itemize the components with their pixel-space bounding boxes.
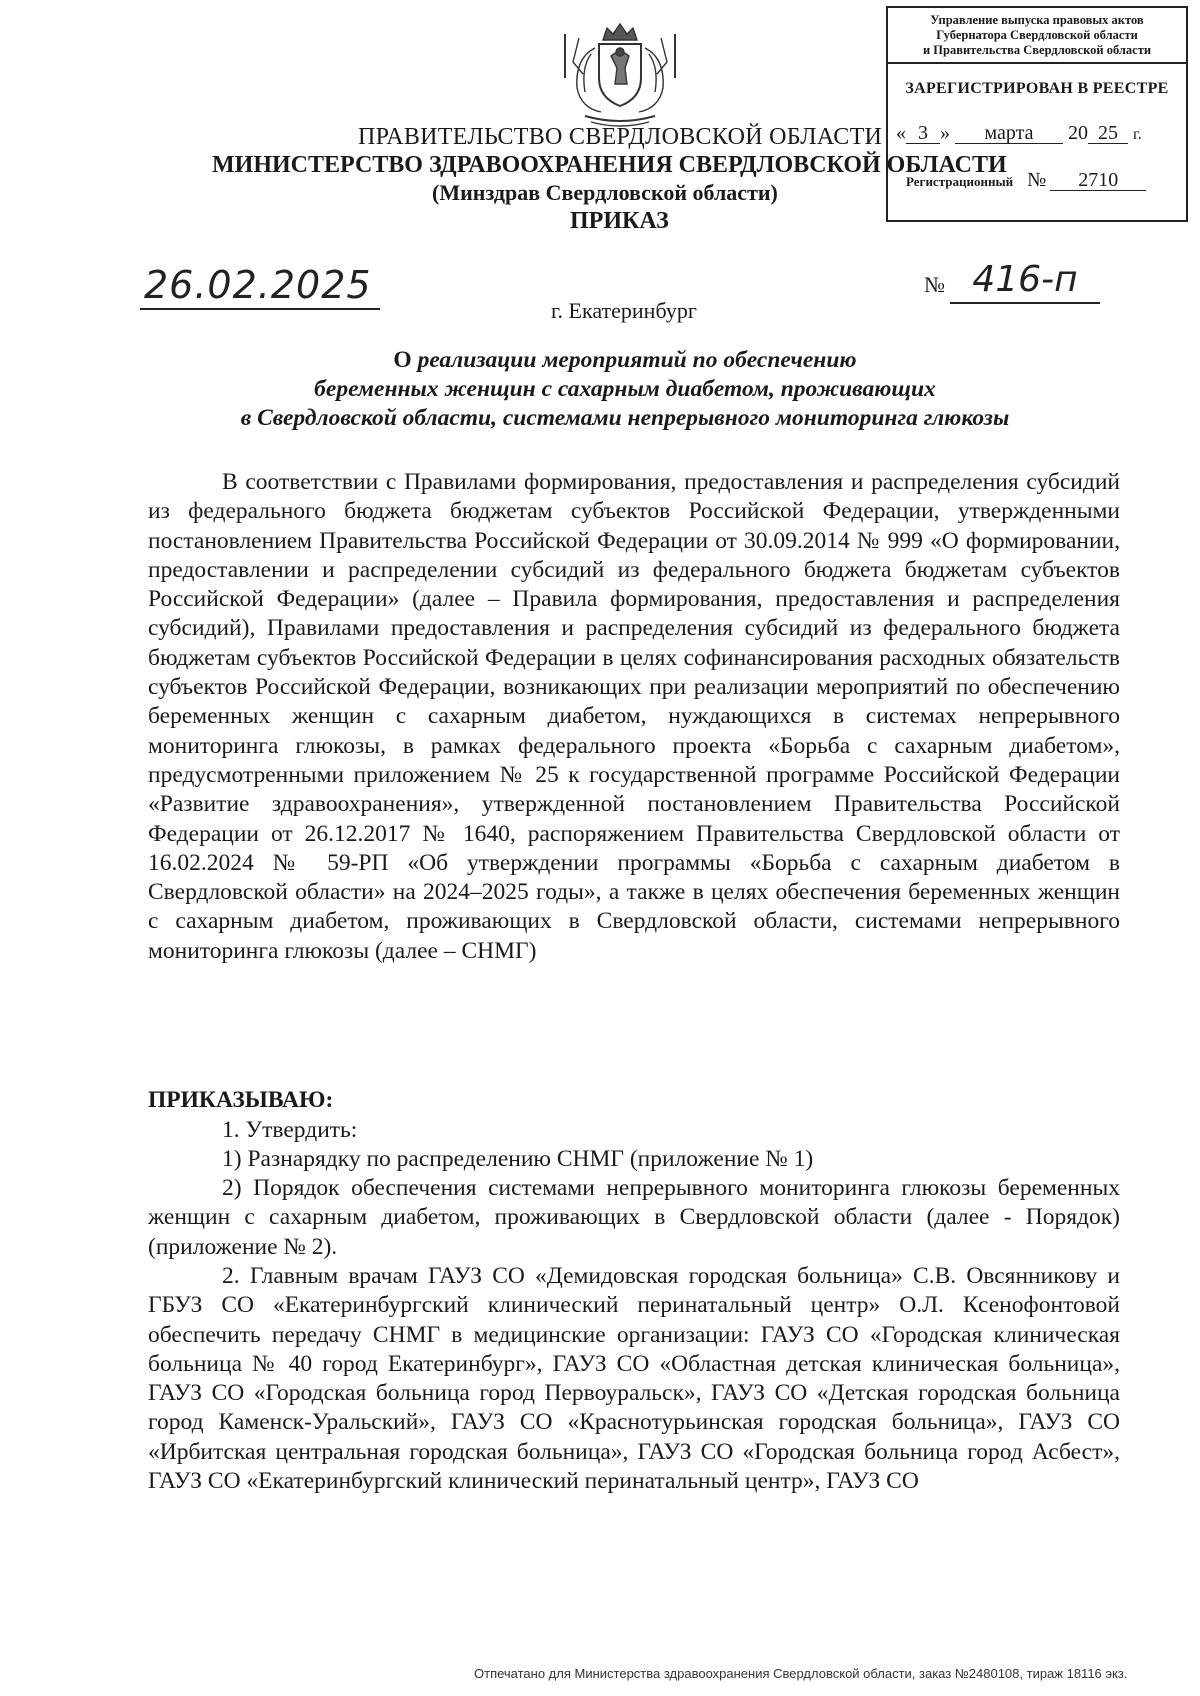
list-item: 1. Утвердить: [222,1117,358,1143]
document-type: ПРИКАЗ [570,208,669,234]
stamp-reg-number: 2710 [1050,170,1146,191]
list-item: 2. Главным врачам ГАУЗ СО «Демидовская городская больница» С.В. Овсянникову и ГБУЗ СО «Екатеринбургский клинический перинатальный центр» О.Л. Ксенофонтовой обеспечить передачу СНМГ в медицинские организации: ГАУЗ СО «Городская клиническая больница № 40 город Екатеринбург», ГАУЗ СО «Областная детская клиническая больница», ГАУЗ СО «Городская больница город Первоуральск», ГАУЗ СО «Детская городская больница город Каменск-Уральский», ГАУЗ СО «Краснотурьинская городская больница», ГАУЗ СО «Ирбитская центральная городская больница», ГАУЗ СО «Городская больница город Асбест», ГАУЗ СО «Екатеринбургский клинический перинатальный центр», ГАУЗ СО [148,1263,1120,1495]
ministry-short-name: (Минздрав Свердловской области) [432,180,778,205]
stamp-header: Управление выпуска правовых актов Губернатора Свердловской области и Правительства Свердловской области [888,8,1186,64]
stamp-day: 3 [906,123,940,144]
stamp-registered-label: ЗАРЕГИСТРИРОВАН В РЕЕСТРЕ [905,80,1169,97]
stamp-year: 25 [1088,123,1128,144]
list-item: 2) Порядок обеспечения системами непрерывного мониторинга глюкозы беременных женщин с сахарным диабетом, проживающих в Свердловской области (далее - Порядок) (приложение № 2). [148,1175,1120,1260]
government-title: ПРАВИТЕЛЬСТВО СВЕРДЛОВСКОЙ ОБЛАСТИ [358,124,883,150]
stamp-date: « 3 » марта 20 25 г. [896,122,1142,144]
list-item: 1) Разнарядку по распределению СНМГ (приложение № 1) [222,1146,814,1172]
order-directive: ПРИКАЗЫВАЮ: [148,1087,334,1113]
print-footer: Отпечатано для Министерства здравоохранения Свердловской области, заказ №2480108, тираж 18116 экз. [474,1666,1128,1681]
ministry-title: МИНИСТЕРСТВО ЗДРАВООХРАНЕНИЯ СВЕРДЛОВСКОЙ ОБЛАСТИ [212,152,1007,178]
coat-of-arms-icon [555,18,685,128]
number-sign: № [924,272,945,297]
city: г. Екатеринбург [551,298,697,323]
stamp-reg-number-row: Регистрационный № 2710 [888,169,1186,192]
order-number: 416-п [950,258,1100,304]
order-title: О реализации мероприятий по обеспечению беременных женщин с сахарным диабетом, проживающих в Свердловской области, системами непрерывного мониторинга глюкозы [240,347,1010,431]
stamp-month: марта [955,123,1063,144]
preamble-paragraph: В соответствии с Правилами формирования, предоставления и распределения субсидий из федерального бюджета бюджетам субъектов Российской Федерации, утвержденными постановлением Правительства Российской Федерации от 30.09.2014 № 999 «О формировании, предоставлении и распределении субсидий из федерального бюджета бюджетам субъектов Российской Федерации» (далее – Правила формирования, предоставления и распределения субсидий), Правилами предоставления и распределения субсидий из федерального бюджета бюджетам субъектов Российской Федерации в целях софинансирования расходных обязательств субъектов Российской Федерации, возникающих при реализации мероприятий по обеспечению беременных женщин с сахарным диабетом, нуждающихся в системах непрерывного мониторинга глюкозы, в рамках федерального проекта «Борьба с сахарным диабетом», предусмотренными приложением № 25 к государственной программе Российской Федерации «Развитие здравоохранения», утвержденной постановлением Правительства Российской Федерации от 26.12.2017 № 1640, распоряжением Правительства Свердловской области от 16.02.2024 № 59-РП «Об утверждении программы «Борьба с сахарным диабетом в Свердловской области» на 2024–2025 годы», а также в целях обеспечения беременных женщин с сахарным диабетом, проживающих в Свердловской области, системами непрерывного мониторинга глюкозы (далее – СНМГ) [148,469,1120,964]
registry-stamp [886,6,1188,222]
order-date: 26.02.2025 [140,262,380,310]
